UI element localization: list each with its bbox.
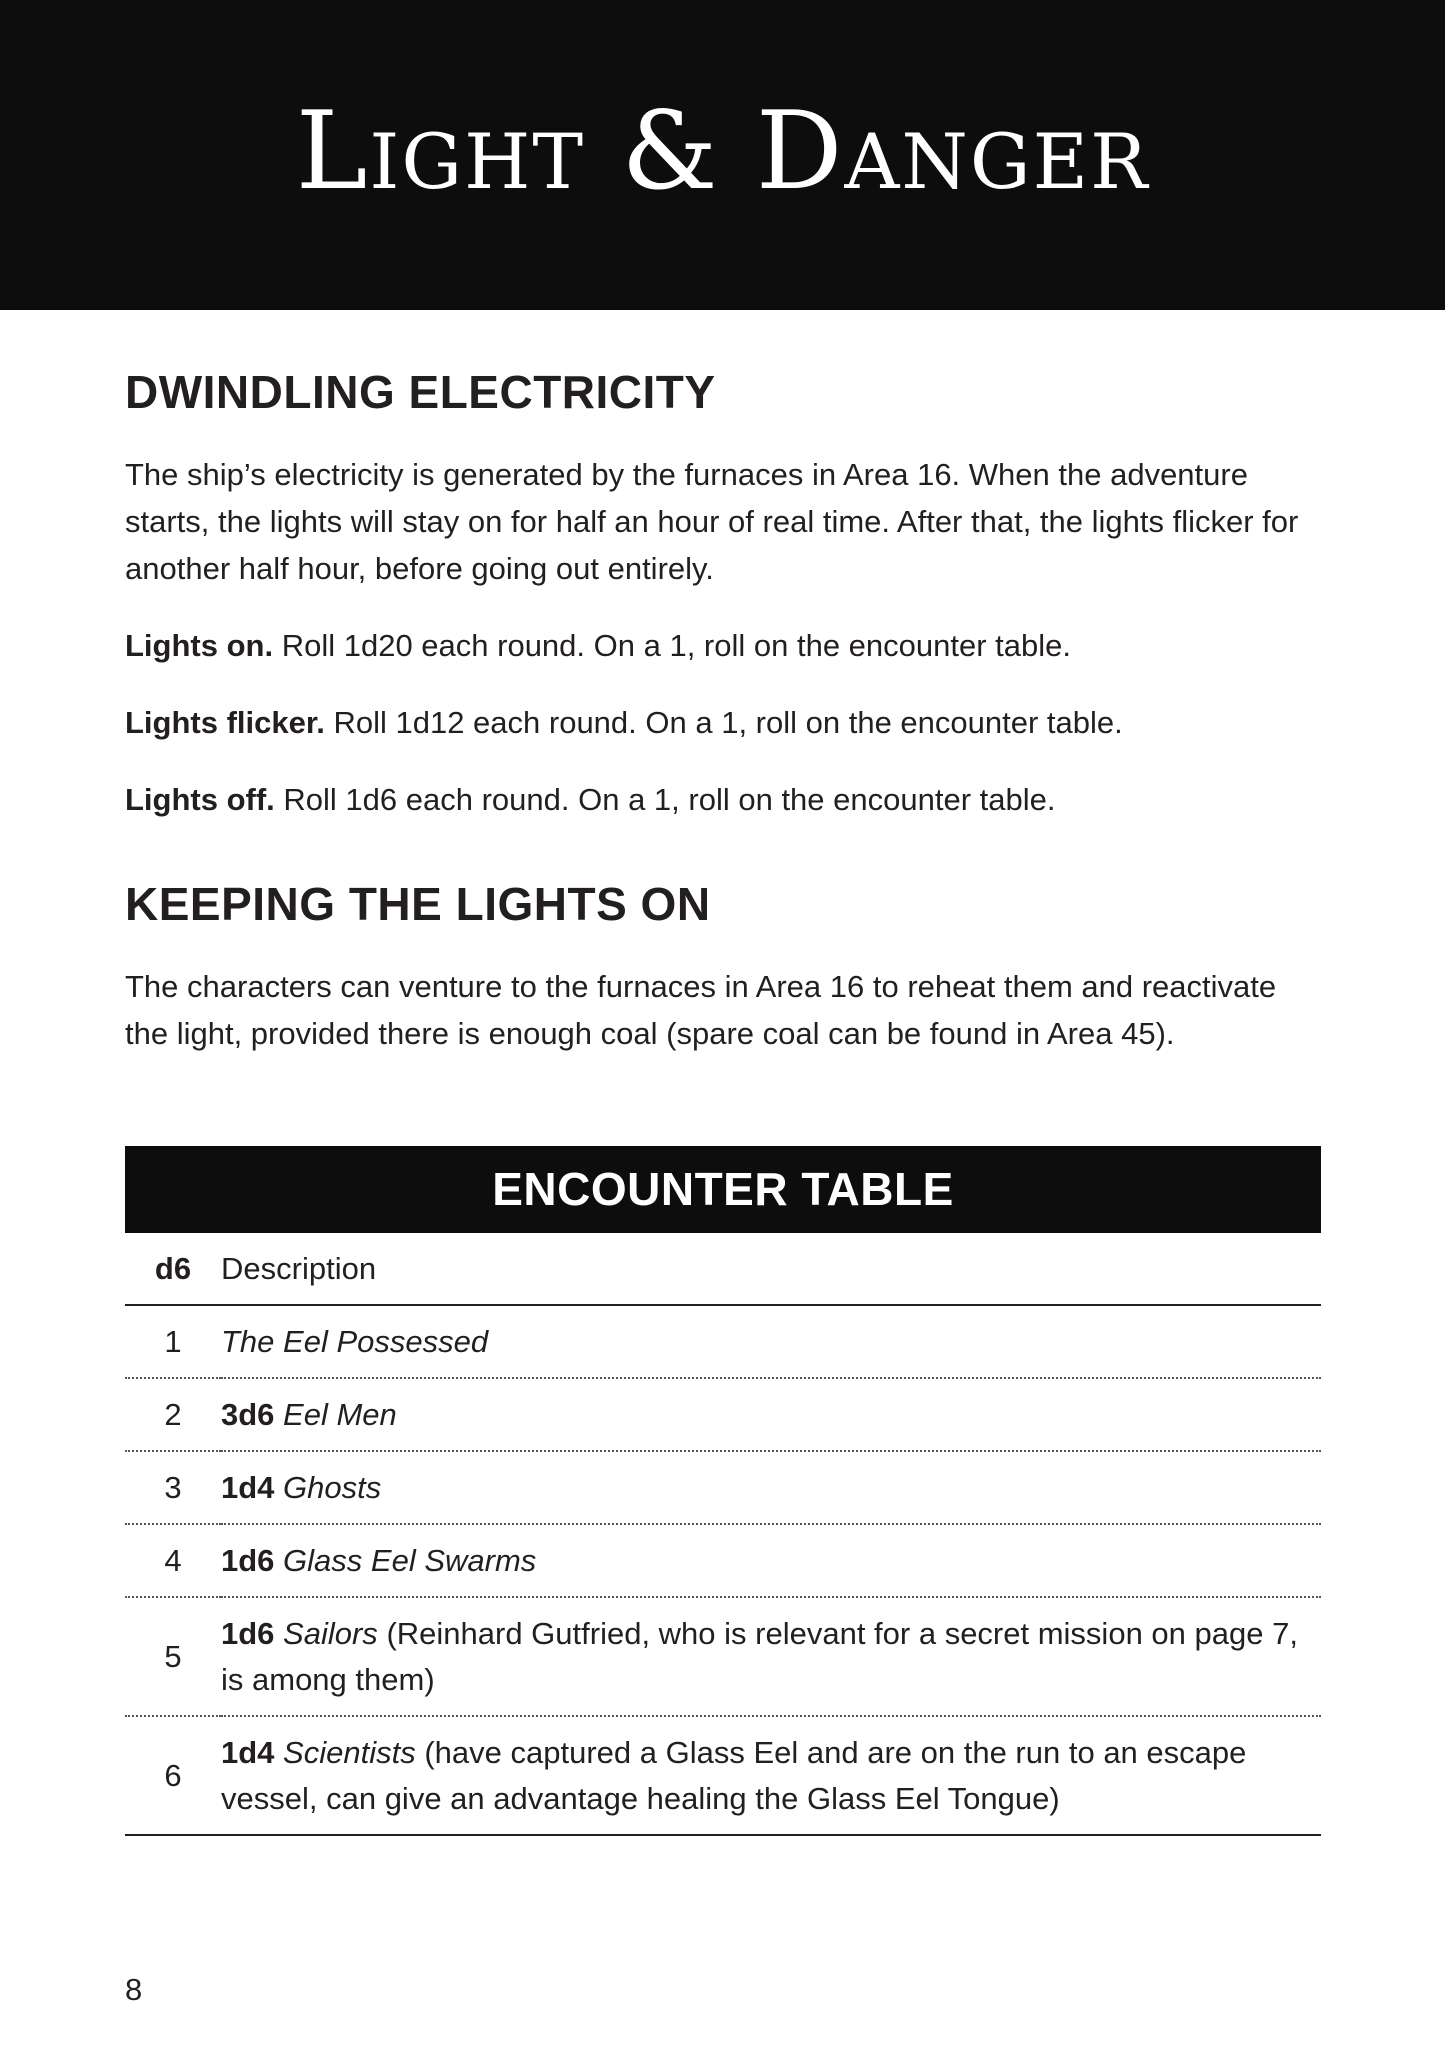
description-cell: [221, 1305, 1321, 1378]
roll-cell: 6: [125, 1716, 221, 1835]
dice-count: 1d4: [221, 1734, 275, 1770]
rule-label: Lights flicker.: [125, 705, 325, 740]
rule-lights-off: [125, 776, 1321, 823]
table-header-row: [125, 1233, 1321, 1305]
creature-name: Scientists: [283, 1734, 416, 1770]
column-header-d6: d6: [125, 1233, 221, 1305]
encounter-note: (Reinhard Gutfried, who is relevant for a secret mission on page 7, is among them): [221, 1615, 1298, 1697]
creature-name: Glass Eel Swarms: [283, 1542, 537, 1578]
description-cell: [221, 1597, 1321, 1716]
creature-name: Ghosts: [283, 1469, 382, 1505]
roll-cell: 5: [125, 1597, 221, 1716]
table-row: [125, 1305, 1321, 1378]
rule-lights-flicker: [125, 699, 1321, 746]
table-row: [125, 1451, 1321, 1524]
paragraph-keeping-lights-on: The characters can venture to the furnaces in Area 16 to reheat them and reactivate the light, provided there is enough coal (spare coal can be found in Area 45).: [125, 969, 1277, 1051]
roll-cell: 1: [125, 1305, 221, 1378]
creature-name: The Eel Possessed: [221, 1323, 489, 1359]
rule-text: Roll 1d12 each round. On a 1, roll on the encounter table.: [324, 705, 1123, 740]
dice-count: 1d6: [221, 1542, 275, 1578]
page-title: Light & Danger: [295, 89, 1150, 214]
rule-label: Lights off.: [125, 782, 275, 817]
table-row: [125, 1597, 1321, 1716]
rule-text: Roll 1d6 each round. On a 1, roll on the encounter table.: [274, 782, 1056, 817]
table-row: [125, 1716, 1321, 1835]
page-number: 8: [125, 1972, 143, 2007]
description-cell: [221, 1716, 1321, 1835]
paragraph-electricity-intro: The ship’s electricity is generated by the furnaces in Area 16. When the adventure starts, the lights will stay on for half an hour of real time. After that, the lights flicker for another half hour, before going out entirely.: [125, 457, 1299, 586]
dice-count: 1d6: [221, 1615, 275, 1651]
heading-dwindling-electricity: DWINDLING ELECTRICITY: [125, 366, 716, 418]
rule-text: Roll 1d20 each round. On a 1, roll on the encounter table.: [273, 628, 1072, 663]
rule-label: Lights on.: [125, 628, 274, 663]
description-cell: [221, 1378, 1321, 1451]
roll-cell: 4: [125, 1524, 221, 1597]
encounter-note: (have captured a Glass Eel and are on the run to an escape vessel, can give an advantage healing the Glass Eel Tongue): [221, 1734, 1247, 1816]
encounter-table: [125, 1233, 1321, 1836]
creature-name: Sailors: [283, 1615, 378, 1651]
dice-count: 1d4: [221, 1469, 275, 1505]
description-cell: [221, 1524, 1321, 1597]
title-banner: [0, 0, 1445, 310]
table-row: [125, 1378, 1321, 1451]
column-header-description: Description: [221, 1233, 1321, 1305]
heading-keeping-lights-on: KEEPING THE LIGHTS ON: [125, 878, 711, 930]
description-cell: [221, 1451, 1321, 1524]
table-row: [125, 1524, 1321, 1597]
dice-count: 3d6: [221, 1396, 275, 1432]
creature-name: Eel Men: [283, 1396, 397, 1432]
encounter-table-title: ENCOUNTER TABLE: [125, 1146, 1321, 1233]
roll-cell: 2: [125, 1378, 221, 1451]
rule-lights-on: [125, 622, 1321, 669]
roll-cell: 3: [125, 1451, 221, 1524]
